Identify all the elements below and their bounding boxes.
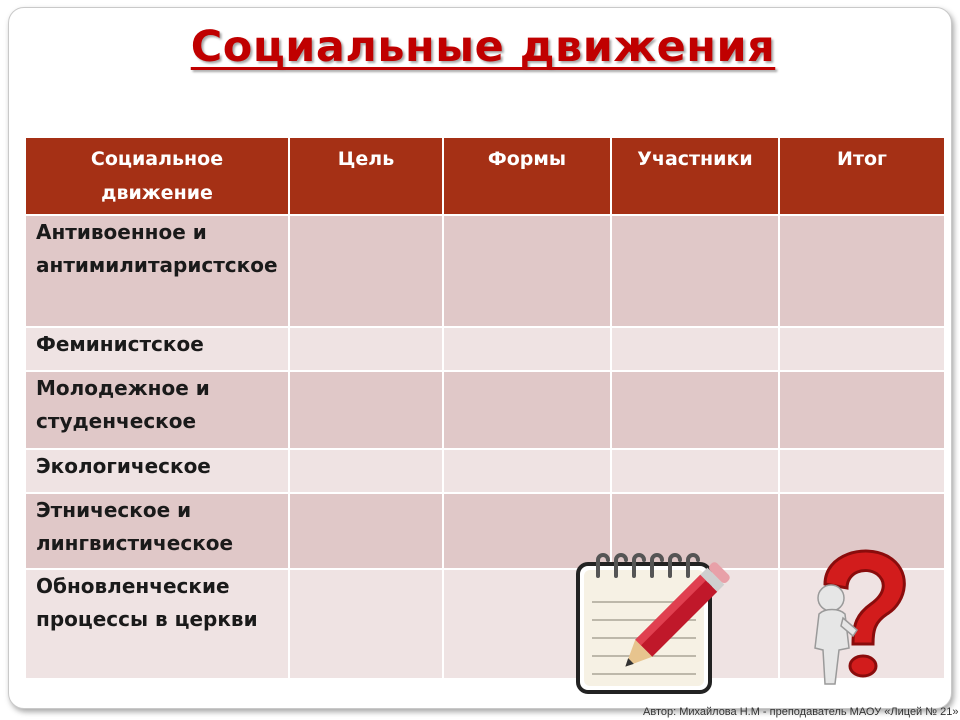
table-cell — [443, 449, 611, 493]
table-cell — [779, 449, 945, 493]
row-label: Антивоенное и антимилитаристское — [25, 215, 289, 327]
table-row — [25, 327, 945, 371]
table-cell — [289, 371, 443, 449]
table-cell — [289, 215, 443, 327]
table-cell — [289, 493, 443, 569]
row-label: Экологическое — [25, 449, 289, 493]
row-label: Обновленческие процессы в церкви — [25, 569, 289, 679]
page-title: Социальные движения — [190, 22, 776, 72]
row-label: Этническое и лингвистическое — [25, 493, 289, 569]
table-cell — [611, 215, 779, 327]
header-forms: Формы — [443, 137, 611, 215]
table-cell — [611, 327, 779, 371]
table-row — [25, 215, 945, 327]
header-movement: Социальное движение — [25, 137, 289, 215]
table-row — [25, 449, 945, 493]
table-cell — [443, 327, 611, 371]
table-cell — [289, 449, 443, 493]
table-cell — [611, 449, 779, 493]
table-cell — [779, 215, 945, 327]
header-result: Итог — [779, 137, 945, 215]
row-label: Феминистское — [25, 327, 289, 371]
table-cell — [611, 371, 779, 449]
table-cell — [779, 371, 945, 449]
table-cell — [289, 569, 443, 679]
table-cell — [779, 327, 945, 371]
header-goal: Цель — [289, 137, 443, 215]
table-row — [25, 371, 945, 449]
notepad-pencil-icon — [572, 550, 742, 696]
row-label: Молодежное и студенческое — [25, 371, 289, 449]
header-participants: Участники — [611, 137, 779, 215]
table-header-row — [25, 137, 945, 215]
table-cell — [443, 215, 611, 327]
table-cell — [289, 327, 443, 371]
table-cell — [443, 371, 611, 449]
question-figure-icon — [795, 544, 925, 694]
author-footer: Автор: Михайлова Н.М - преподаватель МАОУ «Лицей № 21» — [643, 706, 959, 718]
